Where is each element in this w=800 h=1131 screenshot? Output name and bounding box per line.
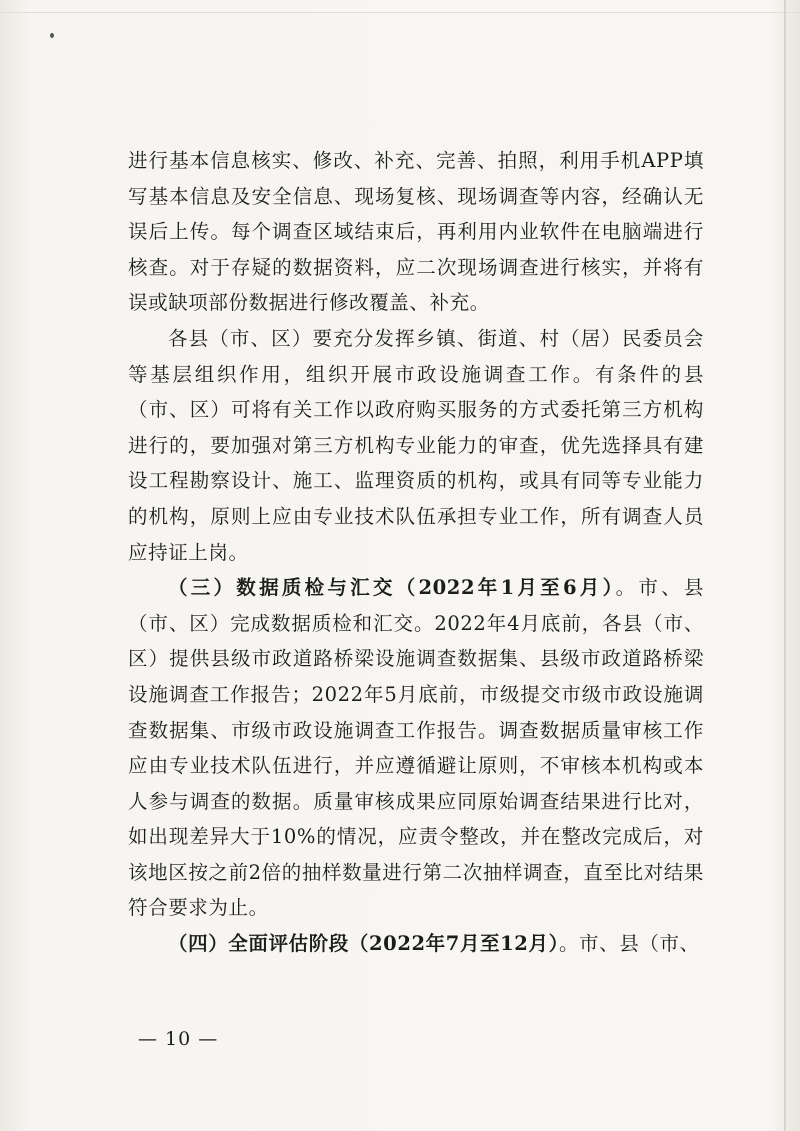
paragraph-text: 。市、县（市、 bbox=[558, 932, 700, 956]
paragraph-text: 进行基本信息核实、修改、补充、完善、拍照，利用手机APP填写基本信息及安全信息、现场复核、现场调查等内容，经确认无误后上传。每个调查区域结束后，再利用内业软件在电脑端进行核查。对于存疑的数据资料，应二次现场调查进行核实，并将有误或缺项部份数据进行修改覆盖、补充。 bbox=[128, 149, 704, 315]
section-heading: （四）全面评估阶段（2022年7月至12月） bbox=[168, 932, 559, 956]
paragraph-text: 。市、县（市、区）完成数据质检和汇交。2022年4月底前，各县（市、区）提供县级市政道路桥梁设施调查数据集、县级市政道路桥梁设施调查工作报告；2022年5月底前，市级提交市级市政设施调查数据集、市级市政设施调查工作报告。调查数据质量审核工作应由专业技术队伍进行，并应遵循避让原则，不审核本机构或本人参与调查的数据。质量审核成果应同原始调查结果进行比对，如出现差异大于10%的情况，应责令整改，并在整改完成后，对该地区按之前2倍的抽样数量进行第二次抽样调查，直至比对结果符合要求为止。 bbox=[128, 576, 705, 920]
page-number: — 10 — bbox=[138, 1028, 219, 1050]
paragraph-section-3 bbox=[128, 570, 704, 926]
scan-edge-right bbox=[784, 0, 786, 1131]
paragraph-organization bbox=[128, 321, 704, 570]
scan-edge-top bbox=[0, 12, 800, 13]
paragraph-continuation bbox=[128, 143, 704, 321]
scan-speck bbox=[50, 33, 54, 38]
paragraph-section-4 bbox=[128, 926, 704, 962]
body-text bbox=[128, 143, 704, 962]
section-heading: （三）数据质检与汇交（2022年1月至6月） bbox=[168, 576, 616, 600]
paragraph-text: 各县（市、区）要充分发挥乡镇、街道、村（居）民委员会等基层组织作用，组织开展市政设施调查工作。有条件的县（市、区）可将有关工作以政府购买服务的方式委托第三方机构进行的，要加强对第三方机构专业能力的审查，优先选择具有建设工程勘察设计、施工、监理资质的机构，或具有同等专业能力的机构，原则上应由专业技术队伍承担专业工作，所有调查人员应持证上岗。 bbox=[128, 326, 704, 564]
